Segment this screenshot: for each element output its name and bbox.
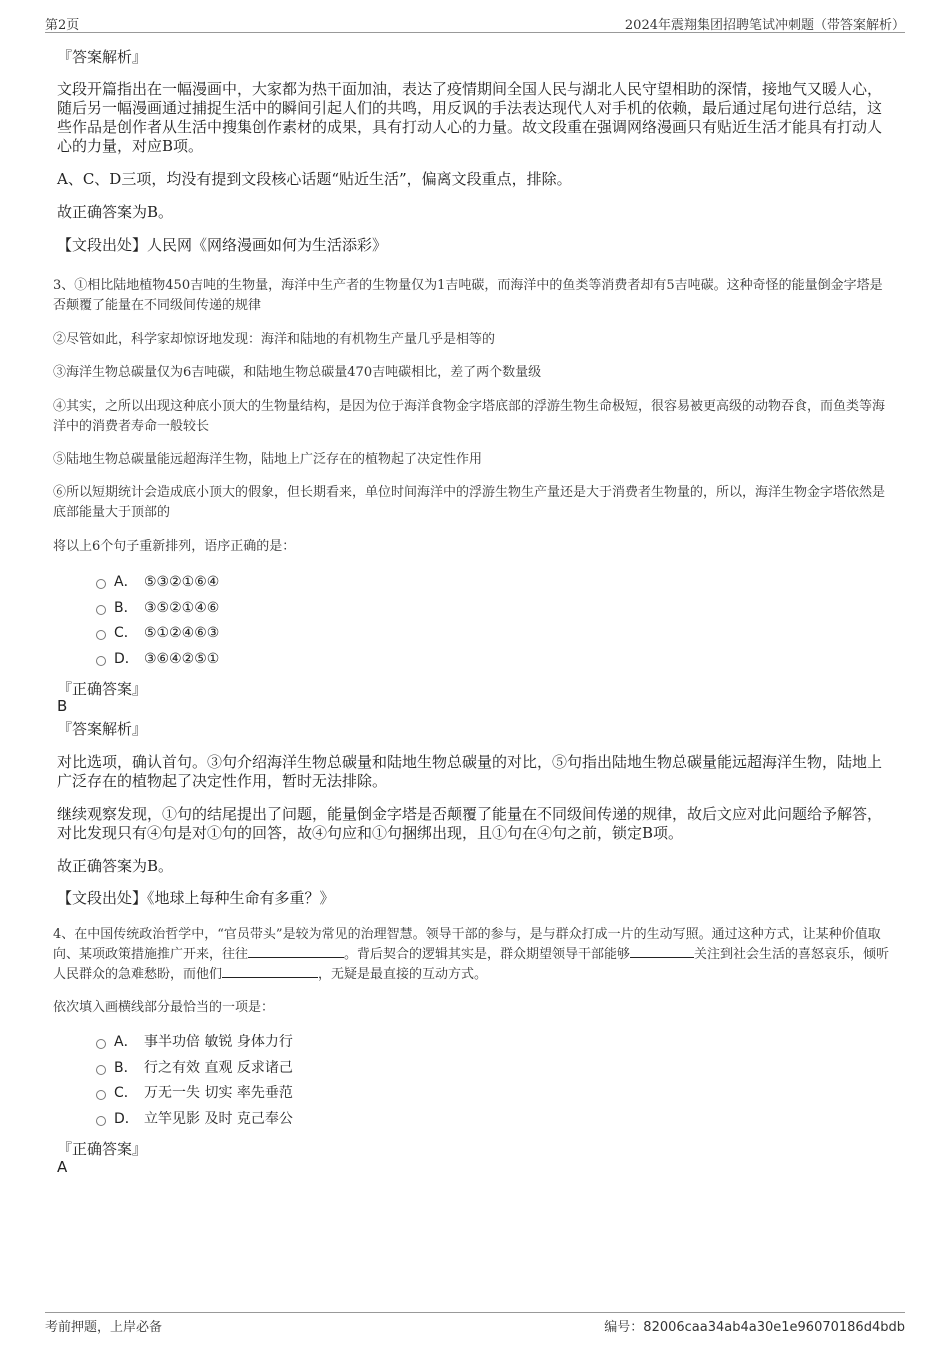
radio-icon[interactable] xyxy=(96,605,106,615)
q2-source: 【文段出处】人民网《网络漫画如何为生活添彩》 xyxy=(57,236,388,254)
radio-icon[interactable] xyxy=(96,1116,106,1126)
answer-blank-2[interactable] xyxy=(630,945,694,958)
q3-answer-label: 『正确答案』 xyxy=(57,680,148,698)
q3-option-d[interactable]: D． ③⑥④②⑤① xyxy=(96,647,219,673)
q2-analysis-p3: 故正确答案为B。 xyxy=(57,203,174,221)
q4-option-a[interactable]: A． 事半功倍 敏锐 身体力行 xyxy=(96,1030,293,1056)
q3-source: 【文段出处】《地球上每种生命有多重？》 xyxy=(57,889,335,907)
q4-option-b[interactable]: B． 行之有效 直观 反求诸己 xyxy=(96,1056,293,1082)
q3-analysis-p1: 对比选项，确认首句。③句介绍海洋生物总碳量和陆地生物总碳量的对比，⑤句指出陆地生物总碳量能远超海洋生物，陆地上广泛存在的植物起了决定性作用，暂时无法排除。 xyxy=(57,753,883,790)
footer-slogan: 考前押题，上岸必备 xyxy=(45,1320,163,1335)
q3-options xyxy=(96,570,219,672)
document-code: 编号：82006caa34ab4a30e1e96070186d4bdb xyxy=(604,1320,905,1335)
radio-icon[interactable] xyxy=(96,1039,106,1049)
q2-analysis-p1: 文段开篇指出在一幅漫画中，大家都为热干面加油，表达了疫情期间全国人民与湖北人民守望相助的深情，接地气又暖人心，随后另一幅漫画通过捕捉生活中的瞬间引起人们的共鸣，用反讽的手法表达现代人对手机的依赖，最后通过尾句进行总结，这些作品是创作者从生活中搜集创作素材的成果，具有打动人心的力量。故文段重在强调网络漫画只有贴近生活才能具有打动人心的力量，对应B项。 xyxy=(57,80,883,155)
q3-prompt: 将以上6个句子重新排列，语序正确的是： xyxy=(53,539,296,554)
q4-prompt: 依次填入画横线部分最恰当的一项是： xyxy=(53,1000,275,1015)
page-header xyxy=(45,12,905,33)
q3-sentence-6: ⑥所以短期统计会造成底小顶大的假象，但长期看来，单位时间海洋中的浮游生物生产量还是大于消费者生物量的，所以，海洋生物金字塔依然是底部能量大于顶部的 xyxy=(53,485,886,520)
q4-option-d[interactable]: D． 立竿见影 及时 克己奉公 xyxy=(96,1107,293,1133)
document-title: 2024年震翔集团招聘笔试冲刺题（带答案解析） xyxy=(624,18,905,33)
radio-icon[interactable] xyxy=(96,1065,106,1075)
page-number: 第2页 xyxy=(45,18,80,33)
q4-answer-label: 『正确答案』 xyxy=(57,1140,148,1158)
q4-answer: A xyxy=(57,1158,68,1176)
q2-analysis-p2: A、C、D三项，均没有提到文段核心话题“贴近生活”，偏离文段重点，排除。 xyxy=(57,170,572,188)
radio-icon[interactable] xyxy=(96,656,106,666)
page-footer xyxy=(45,1312,905,1335)
q3-option-b[interactable]: B． ③⑤②①④⑥ xyxy=(96,596,219,622)
q3-sentence-2: ②尽管如此，科学家却惊讶地发现：海洋和陆地的有机物生产量几乎是相等的 xyxy=(53,332,496,347)
q3-analysis-p3: 故正确答案为B。 xyxy=(57,857,174,875)
q4-options xyxy=(96,1030,293,1132)
q3-analysis-label: 『答案解析』 xyxy=(57,720,148,738)
q3-sentence-5: ⑤陆地生物总碳量能远超海洋生物，陆地上广泛存在的植物起了决定性作用 xyxy=(53,452,483,467)
q3-option-a[interactable]: A． ⑤③②①⑥④ xyxy=(96,570,219,596)
q3-answer: B xyxy=(57,697,68,715)
q3-analysis-p2: 继续观察发现，①句的结尾提出了问题，能量倒金字塔是否颠覆了能量在不同级间传递的规律，故后文应对此问题给予解答，对比发现只有④句是对①句的回答，故④句应和①句捆绑出现，且①句在④句之前，锁定B项。 xyxy=(57,805,883,842)
q4-option-c[interactable]: C． 万无一失 切实 率先垂范 xyxy=(96,1081,293,1107)
radio-icon[interactable] xyxy=(96,630,106,640)
q2-analysis-label: 『答案解析』 xyxy=(57,48,148,66)
answer-blank-3[interactable] xyxy=(222,965,318,978)
radio-icon[interactable] xyxy=(96,1090,106,1100)
q3-option-c[interactable]: C． ⑤①②④⑥③ xyxy=(96,621,219,647)
q3-sentence-4: ④其实，之所以出现这种底小顶大的生物量结构，是因为位于海洋食物金字塔底部的浮游生物生命极短，很容易被更高级的动物吞食，而鱼类等海洋中的消费者寿命一般较长 xyxy=(53,399,886,434)
answer-blank-1[interactable] xyxy=(248,945,344,958)
q3-sentence-3: ③海洋生物总碳量仅为6吉吨碳，和陆地生物总碳量470吉吨碳相比，差了两个数量级 xyxy=(53,365,542,380)
q3-sentence-1: 3、①相比陆地植物450吉吨的生物量，海洋中生产者的生物量仅为1吉吨碳，而海洋中的鱼类等消费者却有5吉吨碳。这种奇怪的能量倒金字塔是否颠覆了能量在不同级间传递的规律 xyxy=(53,278,883,313)
radio-icon[interactable] xyxy=(96,579,106,589)
q4-stem: 4、在中国传统政治哲学中，“官员带头”是较为常见的治理智慧。领导干部的参与，是与群众打成一片的生动写照。通过这种方式，让某种价值取向、某项政策措施推广开来，往往 。背后契合的逻辑其实是，群众期望领导干部能够 关注到社会生活的喜怒哀乐，倾听人民群众的急难愁盼，而他们 ，无疑是最直接的互动方式。 xyxy=(53,927,890,982)
